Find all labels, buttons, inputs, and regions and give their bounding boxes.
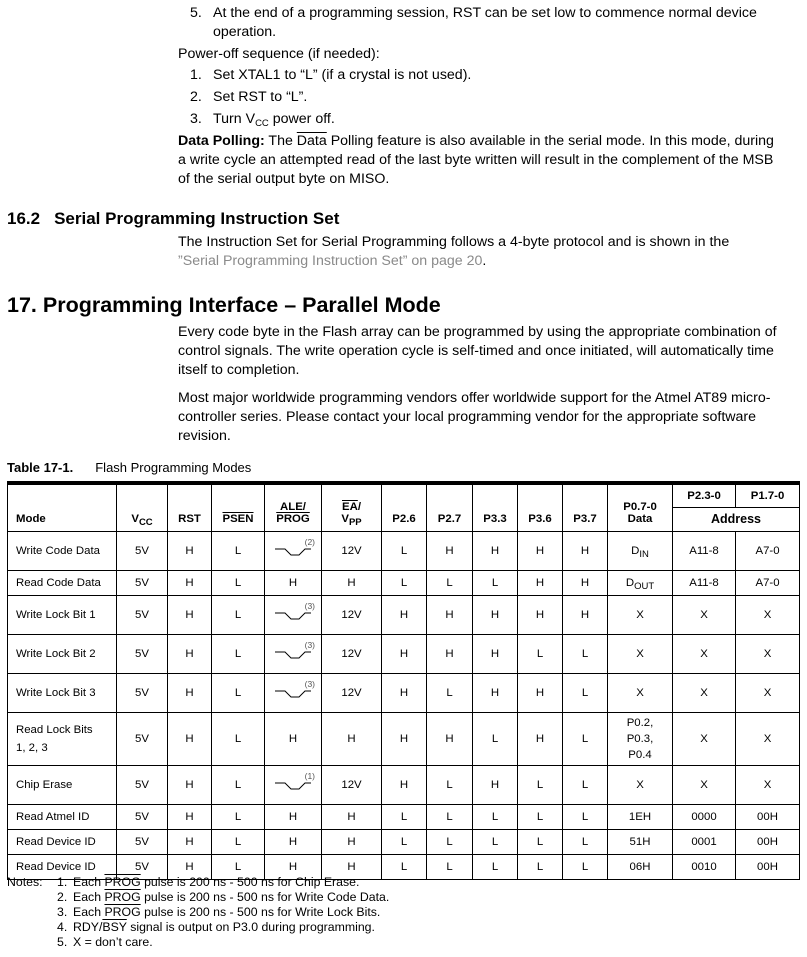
cell-ea: 12V <box>322 634 382 673</box>
cell-p33: L <box>473 804 518 829</box>
list-number: 5. <box>190 5 202 21</box>
cell-p26: H <box>382 595 427 634</box>
cell-p23: X <box>673 712 736 765</box>
text: signal is output on P3.0 during programming. <box>126 920 375 934</box>
text: V <box>131 512 139 525</box>
text: Data <box>627 512 653 525</box>
header-vcc <box>117 483 168 531</box>
cell-data: 51H <box>608 829 673 854</box>
cell-mode: Read Atmel ID <box>8 804 117 829</box>
cell-p33: L <box>473 570 518 595</box>
table-caption-title: Flash Programming Modes <box>95 460 252 475</box>
subscript: IN <box>639 548 649 560</box>
header-p3-6: P3.6 <box>518 483 563 531</box>
cell-data <box>608 531 673 570</box>
table-row <box>8 595 800 634</box>
cell-ea: 12V <box>322 595 382 634</box>
list-number: 2. <box>190 89 202 105</box>
prog-pulse-waveform-icon <box>265 677 321 705</box>
cell-p27: L <box>427 829 473 854</box>
cell-p36: H <box>518 531 563 570</box>
text: control signals. The write operation cycle is self-timed and once initiated, will automatically time <box>178 343 774 359</box>
cell-vcc: 5V <box>117 531 168 570</box>
text: pulse is 200 ns - 500 ns for Write Lock Bits. <box>140 905 381 919</box>
note-number: 2. <box>57 890 68 904</box>
text: Every code byte in the Flash array can be programmed by using the appropriate combination of <box>178 324 777 340</box>
cell-vcc: 5V <box>117 634 168 673</box>
cell-psen: L <box>212 854 265 879</box>
cell-psen: L <box>212 634 265 673</box>
text: Most major worldwide programming vendors offer worldwide support for the Atmel AT89 micro- <box>178 390 771 406</box>
cell-vcc: 5V <box>117 765 168 804</box>
flash-programming-modes-table <box>7 481 800 880</box>
cell-p27: L <box>427 570 473 595</box>
cell-ale: H <box>265 712 322 765</box>
table-row <box>8 804 800 829</box>
cell-p33: L <box>473 854 518 879</box>
cell-p27: H <box>427 595 473 634</box>
overlined-word: PROG <box>104 875 141 889</box>
cell-data: X <box>608 634 673 673</box>
header-p2-3-0: P2.3-0 <box>673 483 736 507</box>
cell-rst: H <box>168 829 212 854</box>
section-17-paragraph-1 <box>178 323 777 380</box>
power-off-step-1 <box>190 66 471 85</box>
cell-ale: H <box>265 854 322 879</box>
cell-p26: L <box>382 804 427 829</box>
cell-rst: H <box>168 804 212 829</box>
overlined-word: $\overline{BSY}$ <box>102 920 127 934</box>
cell-ale <box>265 531 322 570</box>
cell-p23: X <box>673 673 736 712</box>
cell-ale <box>265 634 322 673</box>
cell-data <box>608 570 673 595</box>
cell-p23: X <box>673 595 736 634</box>
cell-p33: H <box>473 765 518 804</box>
cell-p37: H <box>563 531 608 570</box>
text: X = don’t care. <box>73 935 153 949</box>
cell-mode: Read Device ID <box>8 854 117 879</box>
section-16-2-paragraph <box>178 233 729 271</box>
overlined-word: Data <box>296 133 327 149</box>
cell-mode: Write Lock Bit 1 <box>8 595 117 634</box>
cell-ea: H <box>322 570 382 595</box>
subscript: CC <box>138 516 153 528</box>
section-heading-17: 17. Programming Interface – Parallel Mode <box>7 293 441 317</box>
cell-p36: H <box>518 712 563 765</box>
footnote-ref: (1) <box>304 771 315 781</box>
cell-p33: H <box>473 634 518 673</box>
cell-rst: H <box>168 634 212 673</box>
cell-rst: H <box>168 531 212 570</box>
note-4 <box>57 920 375 935</box>
subscript: PP <box>348 516 362 528</box>
table-row <box>8 765 800 804</box>
cell-psen: L <box>212 531 265 570</box>
cell-ea: 12V <box>322 531 382 570</box>
cell-data: X <box>608 595 673 634</box>
header-ale-prog <box>265 483 322 531</box>
text: RDY/ <box>73 920 103 934</box>
cell-p27: H <box>427 712 473 765</box>
table-row <box>8 673 800 712</box>
text: revision. <box>178 428 231 444</box>
section-number: 16.2 <box>7 209 41 228</box>
table-row <box>8 634 800 673</box>
text: P0.7-0 <box>623 500 657 513</box>
cell-ale: H <box>265 570 322 595</box>
text: Each <box>73 875 105 889</box>
cell-p17: X <box>736 712 800 765</box>
cell-p23: 0010 <box>673 854 736 879</box>
text: Each <box>73 890 105 904</box>
cell-ale <box>265 595 322 634</box>
cell-p33: H <box>473 595 518 634</box>
cell-p27: L <box>427 804 473 829</box>
text: . <box>482 253 487 269</box>
note-2 <box>57 890 389 905</box>
list-item-5-continuation: operation. <box>213 24 277 40</box>
cell-p17: X <box>736 765 800 804</box>
cell-rst: H <box>168 595 212 634</box>
header-ea-vpp <box>322 483 382 531</box>
cell-p27: H <box>427 634 473 673</box>
header-p2-6: P2.6 <box>382 483 427 531</box>
cell-p23: 0000 <box>673 804 736 829</box>
table-header-row-1 <box>8 483 800 507</box>
table-row <box>8 531 800 570</box>
cell-mode: Write Lock Bit 2 <box>8 634 117 673</box>
note-number: 1. <box>57 875 68 889</box>
header-address: Address <box>673 507 800 531</box>
section-heading-16-2 <box>7 209 339 229</box>
cell-p17: 00H <box>736 854 800 879</box>
text: ALE/ <box>280 500 306 513</box>
text: Turn V <box>213 111 256 127</box>
cell-p27: L <box>427 765 473 804</box>
section-17-paragraph-2 <box>178 389 770 446</box>
section-title: Serial Programming Instruction Set <box>54 209 340 228</box>
cell-p37: L <box>563 673 608 712</box>
cell-p37: H <box>563 570 608 595</box>
cell-p36: H <box>518 570 563 595</box>
cell-p37: L <box>563 804 608 829</box>
text: Polling feature is also available in the serial mode. In this mode, during <box>326 133 774 149</box>
cell-p26: H <box>382 712 427 765</box>
text: pulse is 200 ns - 500 ns for Write Code Data. <box>140 890 390 904</box>
text: PSEN <box>222 512 254 525</box>
cell-ale <box>265 765 322 804</box>
header-rst: RST <box>168 483 212 531</box>
power-off-step-3 <box>190 110 335 129</box>
cross-reference-link[interactable]: ”Serial Programming Instruction Set” on page 20 <box>178 253 483 269</box>
cell-rst: H <box>168 765 212 804</box>
cell-p36: H <box>518 673 563 712</box>
cell-p17: A7-0 <box>736 531 800 570</box>
cell-p36: L <box>518 854 563 879</box>
note-1 <box>57 875 359 890</box>
cell-data: 06H <box>608 854 673 879</box>
list-number: 3. <box>190 111 202 127</box>
text: pulse is 200 ns - 500 ns for Chip Erase. <box>140 875 360 889</box>
table-caption <box>7 460 251 475</box>
text: a write cycle an attempted read of the last byte written will result in the complement of the MSB <box>178 152 774 168</box>
text: controller series. Please contact your local programming vendor for the appropriate software <box>178 409 757 425</box>
cell-psen: L <box>212 595 265 634</box>
cell-p37: H <box>563 595 608 634</box>
cell-mode: Chip Erase <box>8 765 117 804</box>
list-item-5 <box>190 4 757 23</box>
footnote-ref: (3) <box>304 601 315 611</box>
cell-p27: L <box>427 673 473 712</box>
prog-pulse-waveform-icon <box>265 769 321 797</box>
cell-vcc: 5V <box>117 712 168 765</box>
cell-p33: H <box>473 531 518 570</box>
note-number: 5. <box>57 935 68 949</box>
text: PROG <box>276 512 310 525</box>
cell-p17: A7-0 <box>736 570 800 595</box>
header-mode: Mode <box>8 483 117 531</box>
cell-mode: Write Lock Bit 3 <box>8 673 117 712</box>
text: Each <box>73 905 105 919</box>
cell-p36: L <box>518 634 563 673</box>
header-p3-7: P3.7 <box>563 483 608 531</box>
cell-p26: L <box>382 854 427 879</box>
cell-p26: L <box>382 531 427 570</box>
note-number: 4. <box>57 920 68 934</box>
cell-data: X <box>608 673 673 712</box>
list-text: At the end of a programming session, RST can be set low to commence normal device <box>213 5 757 21</box>
cell-p33: L <box>473 829 518 854</box>
power-off-step-2 <box>190 88 307 107</box>
cell-ea: H <box>322 804 382 829</box>
cell-mode: Read Device ID <box>8 829 117 854</box>
cell-vcc: 5V <box>117 854 168 879</box>
cell-p26: H <box>382 673 427 712</box>
header-p0-data <box>608 483 673 531</box>
note-number: 3. <box>57 905 68 919</box>
cell-p36: L <box>518 829 563 854</box>
table-caption-label: Table 17-1. <box>7 460 74 475</box>
cell-ea: 12V <box>322 765 382 804</box>
data-polling-label: Data Polling: <box>178 133 265 149</box>
cell-psen: L <box>212 712 265 765</box>
cell-p23: A11-8 <box>673 531 736 570</box>
cell-p36: H <box>518 595 563 634</box>
prog-pulse-waveform-icon <box>265 535 321 563</box>
data-polling-paragraph <box>178 132 774 189</box>
text: / <box>357 500 361 513</box>
cell-p27: H <box>427 531 473 570</box>
cell-ea: H <box>322 712 382 765</box>
cell-p37: L <box>563 765 608 804</box>
cell-rst: H <box>168 570 212 595</box>
header-p3-3: P3.3 <box>473 483 518 531</box>
cell-ale: H <box>265 829 322 854</box>
cell-p23: A11-8 <box>673 570 736 595</box>
text: D <box>631 544 640 557</box>
cell-p33: H <box>473 673 518 712</box>
cell-p27: L <box>427 854 473 879</box>
list-text: Set RST to “L”. <box>213 89 308 105</box>
table-row <box>8 712 800 765</box>
cell-ea: 12V <box>322 673 382 712</box>
notes-label: Notes: <box>7 875 43 889</box>
power-off-heading: Power-off sequence (if needed): <box>178 46 380 62</box>
list-text: Set XTAL1 to “L” (if a crystal is not used). <box>213 67 472 83</box>
footnote-ref: (3) <box>304 679 315 689</box>
cell-vcc: 5V <box>117 595 168 634</box>
cell-psen: L <box>212 804 265 829</box>
cell-p37: L <box>563 829 608 854</box>
header-p2-7: P2.7 <box>427 483 473 531</box>
cell-ale <box>265 673 322 712</box>
cell-mode: Read Lock Bits 1, 2, 3 <box>8 712 117 765</box>
footnote-ref: (3) <box>304 640 315 650</box>
table-row <box>8 570 800 595</box>
cell-p17: X <box>736 673 800 712</box>
cell-data: X <box>608 765 673 804</box>
cell-data: P0.2, P0.3, P0.4 <box>608 712 673 765</box>
cell-p23: X <box>673 765 736 804</box>
cell-p17: X <box>736 634 800 673</box>
cell-p33: L <box>473 712 518 765</box>
cell-vcc: 5V <box>117 673 168 712</box>
header-psen <box>212 483 265 531</box>
text: $\overline{EA}$ <box>342 500 358 513</box>
text: itself to completion. <box>178 362 300 378</box>
cell-p17: X <box>736 595 800 634</box>
footnote-ref: (2) <box>304 537 315 547</box>
cell-p23: X <box>673 634 736 673</box>
cell-vcc: 5V <box>117 829 168 854</box>
cell-p26: L <box>382 829 427 854</box>
cell-p26: H <box>382 634 427 673</box>
cell-p36: L <box>518 804 563 829</box>
cell-psen: L <box>212 765 265 804</box>
cell-mode: Write Code Data <box>8 531 117 570</box>
header-p1-7-0: P1.7-0 <box>736 483 800 507</box>
cell-p26: H <box>382 765 427 804</box>
list-text <box>213 110 335 129</box>
text: The <box>264 133 297 149</box>
cell-p37: L <box>563 712 608 765</box>
subscript: CC <box>255 118 269 129</box>
text: V <box>341 512 349 525</box>
cell-ale: H <box>265 804 322 829</box>
cell-ea: H <box>322 854 382 879</box>
text: power off. <box>268 111 335 127</box>
cell-psen: L <box>212 673 265 712</box>
cell-p17: 00H <box>736 829 800 854</box>
prog-pulse-waveform-icon <box>265 599 321 627</box>
prog-pulse-waveform-icon <box>265 638 321 666</box>
cell-data: 1EH <box>608 804 673 829</box>
cell-p23: 0001 <box>673 829 736 854</box>
text: The Instruction Set for Serial Programming follows a 4-byte protocol and is shown in the <box>178 234 730 250</box>
subscript: OUT <box>634 580 655 592</box>
cell-p26: L <box>382 570 427 595</box>
cell-mode: Read Code Data <box>8 570 117 595</box>
cell-p37: L <box>563 634 608 673</box>
note-3 <box>57 905 380 920</box>
text: of the serial output byte on MISO. <box>178 171 390 187</box>
cell-rst: H <box>168 673 212 712</box>
cell-p36: L <box>518 765 563 804</box>
cell-ea: H <box>322 829 382 854</box>
cell-rst: H <box>168 712 212 765</box>
cell-p17: 00H <box>736 804 800 829</box>
overlined-word: PROG <box>104 890 141 904</box>
table-row <box>8 829 800 854</box>
cell-psen: L <box>212 570 265 595</box>
note-5 <box>57 935 153 950</box>
text: D <box>625 576 635 589</box>
cell-p37: L <box>563 854 608 879</box>
cell-rst: H <box>168 854 212 879</box>
list-number: 1. <box>190 67 202 83</box>
cell-vcc: 5V <box>117 570 168 595</box>
cell-psen: L <box>212 829 265 854</box>
overlined-word: PROG <box>104 905 141 919</box>
cell-vcc: 5V <box>117 804 168 829</box>
